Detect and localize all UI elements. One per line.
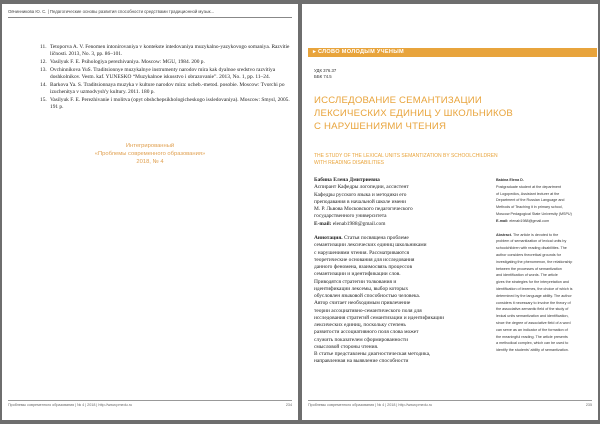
reference-item: 11. Tetoporva A. V. Fenomen intonirovaniya v kontekste intedovaniya muzykalno-yazykovogo somaniya. Razvitie ličnosti. 2013, No. 3, pp. 86–101. [40,44,290,58]
promo-line: «Проблемы современного образования» [94,151,206,157]
promo-line: 2018, № 4 [136,159,164,165]
page-footer [8,400,292,407]
reference-item: 13. Ovchinnikova YuS. Traditsionnye muzykalnye instrumenty narodov mira kak dyalnoe sredstvo razvitiya doshkolnikov. Vestn. kaf. YUNESKO “Muzykalnoe iskusstvo i obrazovanie”. 2013, No. 1, pp. 11–24. [40,66,276,80]
affiliation-line: Department of the Russian Language and [496,198,565,203]
affiliation-line: Methods of Teaching it in primary school, [496,205,563,210]
email-en: E-mail: elenab1988@gmail.com [496,218,550,223]
author-name-ru: Бабина Елена Дмитриевна [314,177,380,183]
email-link[interactable]: elenab1988@gmail.com [331,220,386,227]
bbk-line: ББК 74.5 [314,74,332,79]
section-band [308,48,597,57]
article-title-ru: ИССЛЕДОВАНИЕ СЕМАНТИЗАЦИИ ЛЕКСИЧЕСКИХ ЕДИНИЦ У ШКОЛЬНИКОВ С НАРУШЕНИЯМИ ЧТЕНИЯ [314,95,513,132]
email-link[interactable]: elenab1988@gmail.com [508,218,550,223]
article-title-en: THE STUDY OF THE LEXICAL UNITS SEMANTIZATION BY SCHOOLCHILDREN WITH READING DISABILITIES [314,153,498,166]
affiliation-line: М. Р. Львова Московского педагогического [314,206,413,212]
footer-rule [8,400,292,401]
section-title: ▸ СЛОВО МОЛОДЫМ УЧЕНЫМ [313,49,405,56]
author-name-en: Babina Elena D. [496,178,524,182]
russian-column: Бабина Елена Дмитриевна Аспирант Кафедры логопедии, ассистент Кафедры русского языка и методики его преподавания в начальной школе имени М. Р. Львова Московского педагогического государственного университета E-mail: elenab1988@gmail.com Аннотация. Статья посвящена проблеме семантизации лексических единиц школьниками с нарушениями чтения. Рассматриваются теоретические основания для исследования данного феномена, взаимосвязь процессов семантизации и идентификации слов. Приводятся стратегии толкования и идентификации лексемы, выбор которых обусловлен языковой способностью человека. Автор считает необходимым привлечение теории ассоциативно-семантического поля для исследования стратегий семантизации и идентификации лексических единиц, поскольку степень развитости ассоциативного поля слова может служить показателем сформированности смысловой стороны чтения. В статье представлены диагностическая методика, направленная на выявление способности [314,177,486,366]
affiliation-line: of Logopedics, Assistant lecturer at the [496,191,560,196]
abstract-en: Abstract. The article is devoted to the [496,232,559,237]
affiliation-line: Кафедры русского языка и методики его [314,191,407,198]
left-page [2,4,298,420]
footer-rule [308,400,592,401]
running-head: Овчинникова Ю. С. | Педагогические основы развития способности средствами традиционной музык... [8,9,215,14]
page-number: 235 [585,403,592,407]
reference-item: 12. Vasilyuk F. E. Psihologiya perezhivaniya. Moscow: MGU, 1984. 200 p. [40,59,205,65]
affiliation-line: Postgraduate student at the department [496,184,561,189]
footer-text[interactable]: Проблемы современного образования | № 4 | 2018 | http://www.pmedu.ru [8,403,133,407]
reference-item: 14. Barkova Ya. S. Traditsionnaya muzyka v kulture narodov mira: uchеb.-metod. posobie. Moscow: Tvorchi po izuchenitya v uzmodvysh'y kultury. 2011. 180 p. [40,81,285,95]
affiliation-line: преподавания в начальной школе имени [314,198,407,205]
affiliation-line: Аспирант Кафедры логопедии, ассистент [314,184,409,191]
promo-line: Интегрированный [125,143,175,149]
udc-line: УДК 376.37 [314,68,337,73]
affiliation-line: Moscow Pedagogical State University (MSPU) [496,211,572,216]
udc-block [314,68,336,80]
page-number: 234 [285,403,292,407]
affiliation-line: государственного университета [314,213,387,220]
abstract-ru: Аннотация. Статья посвящена проблеме [314,235,409,241]
email-ru: E-mail: elenab1988@gmail.com [314,220,386,227]
english-column: Babina Elena D. Postgraduate student at the department of Logopedics, Assistant lecturer at the Department of the Russian Language and Methods of Teaching it in primary school, Moscow Pedagogical State University (MSPU) E-mail: elenab1988@gmail.com Abstract. The article is devoted to the problem of semantization of lexical units by schoolchildren with reading disabilities. The author considers theoretical grounds for investigating the phenomenon, the relationship between the processes of semantization and identification of words. The article gives the strategies for the interpretation and identification of lexemes, the choice of which is determined by the language ability. The author considers it necessary to involve the theory of the associative-semantic field of the study of lexical units semantization and identification, since the degree of associative field of a word can serve as an indicator of the formation of the meaningful reading. The article presents a methodical complex, which can be used to identify the students' ability of semantization. [496,177,586,354]
right-page [302,4,598,420]
header-rule [8,17,292,18]
footer-text[interactable]: Проблемы современного образования | № 4 | 2018 | http://www.pmedu.ru [308,403,433,407]
reference-list [40,44,290,112]
reference-item: 15. Vasilyuk F. E. Perezhivanie i molitva (opyt obshchepsikhologicheskogo issledovaniya). Moscow: Smysl, 2005. 191 p. [40,96,290,110]
page-footer [308,400,592,407]
journal-promo[interactable] [2,142,298,166]
